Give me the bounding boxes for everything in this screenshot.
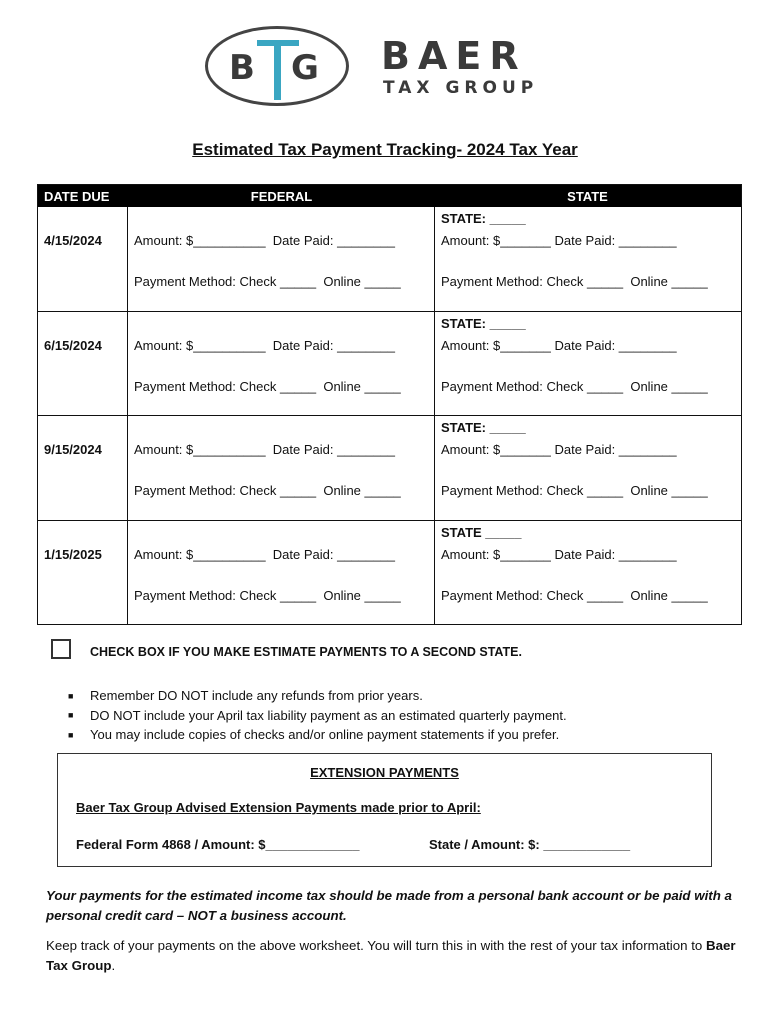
federal-amount-line[interactable]: Amount: $__________ Date Paid: ________ xyxy=(134,546,395,562)
payment-table xyxy=(37,184,742,625)
federal-amount-line[interactable]: Amount: $__________ Date Paid: ________ xyxy=(134,337,395,353)
federal-cell xyxy=(128,312,435,416)
state-name-line[interactable]: STATE _____ xyxy=(441,524,522,540)
federal-method-line[interactable]: Payment Method: Check _____ Online _____ xyxy=(134,587,401,603)
federal-cell xyxy=(128,207,435,311)
state-amount-line[interactable]: Amount: $_______ Date Paid: ________ xyxy=(441,337,677,353)
second-state-checkbox[interactable] xyxy=(51,639,71,659)
date-cell xyxy=(38,416,128,520)
extension-title: EXTENSION PAYMENTS xyxy=(310,765,459,780)
state-cell xyxy=(435,207,740,311)
federal-amount-line[interactable]: Amount: $__________ Date Paid: ________ xyxy=(134,442,395,457)
header-state: STATE xyxy=(567,188,608,204)
reminder-text: You may include copies of checks and/or online payment statements if you prefer. xyxy=(90,727,560,743)
list-item xyxy=(68,725,567,745)
state-cell xyxy=(435,416,740,520)
state-name-line[interactable]: STATE: _____ xyxy=(441,211,526,226)
state-method-line[interactable]: Payment Method: Check _____ Online _____ xyxy=(441,587,708,603)
logo-letter-g: G xyxy=(291,48,319,88)
header-federal: FEDERAL xyxy=(250,188,313,204)
worksheet-note xyxy=(46,936,746,976)
reminder-text: Remember DO NOT include any refunds from prior years. xyxy=(90,688,423,704)
due-date: 9/15/2024 xyxy=(44,442,102,457)
state-name-line[interactable]: STATE: _____ xyxy=(441,315,526,331)
payment-source-note: Your payments for the estimated income tax should be made from a personal bank account or be paid with a personal credit card – NOT a business account. xyxy=(46,888,732,923)
logo-letter-b: B xyxy=(229,48,255,88)
company-logo xyxy=(205,26,585,112)
due-date: 1/15/2025 xyxy=(44,546,102,562)
table-row xyxy=(38,520,741,625)
due-date: 6/15/2024 xyxy=(44,337,102,353)
worksheet-note-text: Keep track of your payments on the above worksheet. You will turn this in with the rest of your tax information to xyxy=(46,938,707,953)
company-name: Baer Tax Group xyxy=(46,938,736,973)
federal-cell xyxy=(128,416,435,520)
logo-subtitle: TAX GROUP xyxy=(383,78,539,98)
state-cell xyxy=(435,521,740,625)
federal-method-line[interactable]: Payment Method: Check _____ Online _____ xyxy=(134,378,401,394)
state-method-line[interactable]: Payment Method: Check _____ Online _____ xyxy=(441,483,708,498)
state-method-line[interactable]: Payment Method: Check _____ Online _____ xyxy=(441,274,708,289)
state-extension-amount[interactable]: State / Amount: $: ____________ xyxy=(429,837,631,852)
table-row xyxy=(38,415,741,520)
table-header xyxy=(38,185,741,207)
date-cell xyxy=(38,312,128,416)
state-amount-line[interactable]: Amount: $_______ Date Paid: ________ xyxy=(441,442,677,457)
federal-cell xyxy=(128,521,435,625)
note-period: . xyxy=(111,958,116,973)
extension-subtitle: Baer Tax Group Advised Extension Payments made prior to April: xyxy=(76,800,481,815)
logo-t-stem xyxy=(274,40,281,100)
date-cell xyxy=(38,207,128,311)
state-amount-line[interactable]: Amount: $_______ Date Paid: ________ xyxy=(441,233,677,248)
federal-extension-amount[interactable]: Federal Form 4868 / Amount: $_____________ xyxy=(76,837,360,852)
list-item xyxy=(68,686,567,706)
table-row xyxy=(38,311,741,416)
state-method-line[interactable]: Payment Method: Check _____ Online _____ xyxy=(441,378,708,394)
state-name-line[interactable]: STATE: _____ xyxy=(441,420,526,435)
reminder-list xyxy=(68,686,567,745)
bullet-icon: ■ xyxy=(68,710,74,721)
extension-payments-box xyxy=(57,753,712,867)
table-row xyxy=(38,207,741,311)
federal-amount-line[interactable]: Amount: $__________ Date Paid: ________ xyxy=(134,233,395,248)
list-item xyxy=(68,706,567,726)
bullet-icon: ■ xyxy=(68,690,74,701)
federal-method-line[interactable]: Payment Method: Check _____ Online _____ xyxy=(134,483,401,498)
logo-name: BAER xyxy=(381,34,527,78)
state-cell xyxy=(435,312,740,416)
reminder-text: DO NOT include your April tax liability payment as an estimated quarterly payment. xyxy=(90,707,567,723)
federal-method-line[interactable]: Payment Method: Check _____ Online _____ xyxy=(134,274,401,289)
page-title: Estimated Tax Payment Tracking- 2024 Tax Year xyxy=(192,140,578,159)
state-amount-line[interactable]: Amount: $_______ Date Paid: ________ xyxy=(441,546,677,562)
checkbox-label: CHECK BOX IF YOU MAKE ESTIMATE PAYMENTS TO A SECOND STATE. xyxy=(90,645,522,659)
header-date-due: DATE DUE xyxy=(44,188,110,204)
date-cell xyxy=(38,521,128,625)
bullet-icon: ■ xyxy=(68,729,74,740)
due-date: 4/15/2024 xyxy=(44,233,102,248)
